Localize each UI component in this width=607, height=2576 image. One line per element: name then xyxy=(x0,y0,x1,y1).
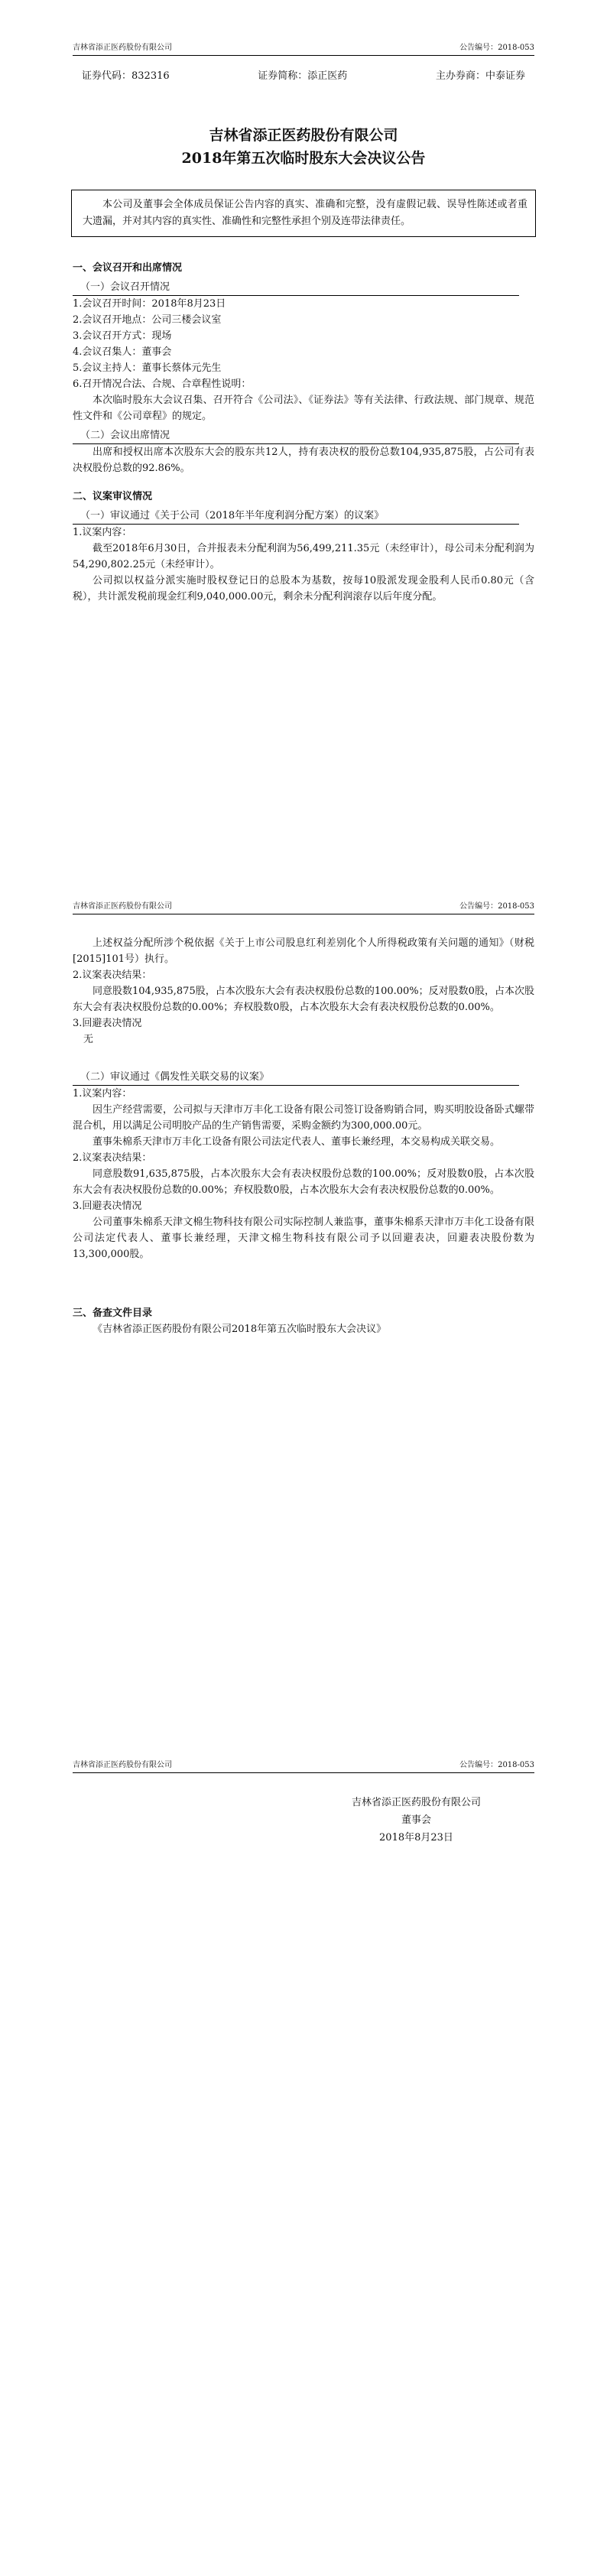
doc-title-line2: 2018年第五次临时股东大会决议公告 xyxy=(181,150,426,167)
header-company: 吉林省添正医药股份有限公司 xyxy=(73,44,172,52)
proposal2-heading: （二）审议通过《偶发性关联交易的议案》 xyxy=(73,1069,519,1086)
proposal2-vote-text: 同意股数91,635,875股，占本次股东大会有表决权股份总数的100.00%；反对股数0股，占本次股东大会有表决权股份总数的0.00%；弃权股数0股，占本次股东大会有表决权股份总数的0.00%。 xyxy=(73,1168,534,1196)
reference-document: 《吉林省添正医药股份有限公司2018年第五次临时股东大会决议》 xyxy=(93,1324,387,1335)
proposal1-vote-text: 同意股数104,935,875股，占本次股东大会有表决权股份总数的100.00%；反对股数0股，占本次股东大会有表决权股份总数的0.00%；弃权股数0股，占本次股东大会有表决权股份总数的0.00%。 xyxy=(73,986,534,1013)
page-1-content xyxy=(73,67,534,605)
header-announcement-number: 公告编号：2018-053 xyxy=(459,44,534,52)
signature-board: 董事会 xyxy=(401,1814,431,1826)
security-short-name: 证券简称：添正医药 xyxy=(258,70,348,82)
proposal2-content-heading: 1.议案内容： xyxy=(73,1088,132,1100)
proposal2-recusal-text: 公司董事朱棉系天津文棉生物科技有限公司实际控制人兼监事，董事朱棉系天津市万丰化工设备有限公司法定代表人、董事长兼经理，天津文棉生物科技有限公司予以回避表决，回避表决股份数为13,300,000股。 xyxy=(73,1217,534,1260)
page-2 xyxy=(0,859,607,1717)
header-announcement-number: 公告编号：2018-053 xyxy=(459,902,534,911)
proposal1-vote-heading: 2.议案表决结果： xyxy=(73,970,152,981)
compliance-text: 本次临时股东大会议召集、召开符合《公司法》、《证券法》等有关法律、行政法规、部门规章、规范性文件和《公司章程》的规定。 xyxy=(73,395,534,422)
section2-heading: 二、议案审议情况 xyxy=(73,491,153,502)
signature-date: 2018年8月23日 xyxy=(379,1832,453,1843)
running-header xyxy=(73,901,534,914)
proposal1-para2: 公司拟以权益分派实施时股权登记日的总股本为基数，按每10股派发现金股利人民币0.80元（含税），共计派发税前现金红利9,040,000.00元，剩余未分配利润滚存以后年度分配。 xyxy=(73,575,534,603)
section1-sub2-heading: （二）会议出席情况 xyxy=(73,427,519,444)
meeting-convener: 4.会议召集人：董事会 xyxy=(73,346,172,358)
page-1 xyxy=(0,0,607,859)
section3-heading: 三、备查文件目录 xyxy=(73,1307,153,1319)
proposal1-para3: 上述权益分配所涉个税依据《关于上市公司股息红利差别化个人所得税政策有关问题的通知》（财税[2015]101号）执行。 xyxy=(73,937,534,965)
security-broker: 主办券商：中泰证券 xyxy=(435,70,525,82)
proposal1-para1: 截至2018年6月30日，合并报表未分配利润为56,499,211.35元（未经审计），母公司未分配利润为54,290,802.25元（未经审计）。 xyxy=(73,543,534,570)
proposal2-para2: 董事朱棉系天津市万丰化工设备有限公司法定代表人、董事长兼经理，本交易构成关联交易。 xyxy=(93,1136,501,1148)
title-block xyxy=(73,124,534,170)
signature-company: 吉林省添正医药股份有限公司 xyxy=(351,1797,481,1808)
compliance-heading: 6.召开情况合法、合规、合章程性说明： xyxy=(73,378,252,390)
disclaimer-box: 本公司及董事会全体成员保证公告内容的真实、准确和完整，没有虚假记载、误导性陈述或者重大遗漏，并对其内容的真实性、准确性和完整性承担个别及连带法律责任。 xyxy=(71,190,536,237)
meeting-method: 3.会议召开方式：现场 xyxy=(73,330,172,342)
security-info-row xyxy=(73,67,534,86)
security-code: 证券代码：832316 xyxy=(82,70,170,82)
proposal1-heading: （一）审议通过《关于公司（2018年半年度利润分配方案）的议案》 xyxy=(73,508,519,525)
section1-heading: 一、会议召开和出席情况 xyxy=(73,262,183,274)
meeting-place: 2.会议召开地点：公司三楼会议室 xyxy=(73,314,222,326)
page-2-content xyxy=(73,935,534,1337)
meeting-host: 5.会议主持人：董事长蔡体元先生 xyxy=(73,362,222,374)
header-company: 吉林省添正医药股份有限公司 xyxy=(73,902,172,911)
running-header xyxy=(73,43,534,56)
running-header xyxy=(73,1760,534,1773)
section1-sub1-heading: （一）会议召开情况 xyxy=(73,279,519,296)
page-3 xyxy=(0,1717,607,2576)
doc-title-line1: 吉林省添正医药股份有限公司 xyxy=(209,127,398,144)
proposal1-content-heading: 1.议案内容： xyxy=(73,527,132,538)
meeting-time: 1.会议召开时间：2018年8月23日 xyxy=(73,298,226,310)
proposal2-vote-heading: 2.议案表决结果： xyxy=(73,1152,152,1164)
header-company: 吉林省添正医药股份有限公司 xyxy=(73,1761,172,1769)
proposal1-recusal-heading: 3.回避表决情况 xyxy=(73,1018,142,1029)
proposal2-recusal-heading: 3.回避表决情况 xyxy=(73,1200,142,1212)
attendance-text: 出席和授权出席本次股东大会的股东共12人，持有表决权的股份总数104,935,875股，占公司有表决权股份总数的92.86%。 xyxy=(73,447,534,474)
proposal1-recusal-text: 无 xyxy=(83,1034,94,1045)
signature-block xyxy=(352,1794,481,1847)
header-announcement-number: 公告编号：2018-053 xyxy=(459,1761,534,1769)
proposal2-para1: 因生产经营需要，公司拟与天津市万丰化工设备有限公司签订设备购销合同，购买明胶设备卧式螺带混合机，用以满足公司明胶产品的生产销售需要，采购金额约为300,000.00元。 xyxy=(73,1104,534,1132)
